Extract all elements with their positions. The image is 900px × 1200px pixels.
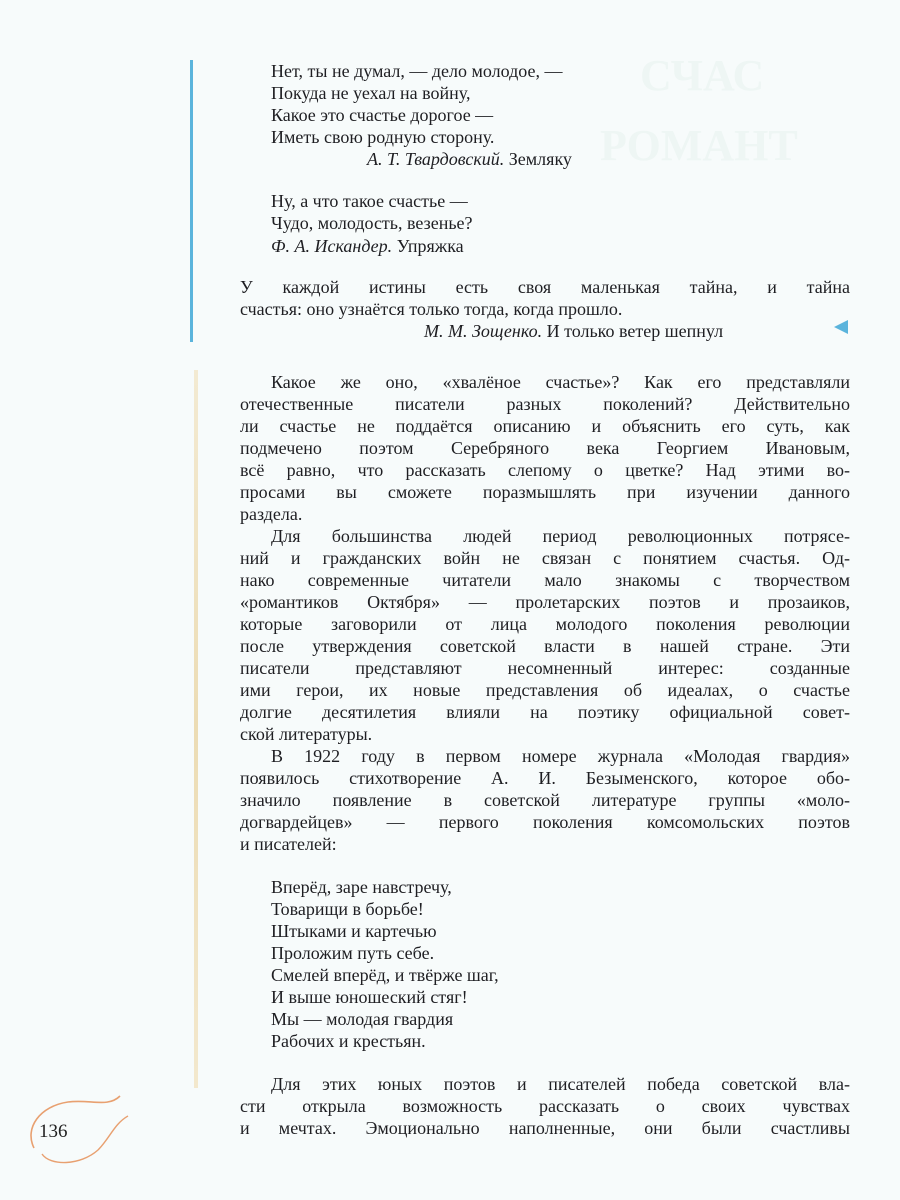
prose-line: подмечено поэтом Серебряного века Георгием Ивановым,: [240, 438, 850, 458]
prose-line: догвардейцев» — первого поколения комсомольских поэтов: [240, 812, 850, 832]
verse-line: Какое это счастье дорогое —: [271, 105, 494, 125]
prose-line: Какое же оно, «хвалёное счастье»? Как его представляли: [271, 372, 850, 392]
prose-line: писатели представляют несомненный интерес: созданные: [240, 658, 850, 678]
verse-line: Нет, ты не думал, — дело молодое, —: [271, 61, 563, 81]
prose-line: отечественные писатели разных поколений? Действительно: [240, 394, 850, 414]
epigraph-work: И только ветер шепнул: [546, 321, 724, 341]
page-number: 136: [39, 1121, 68, 1142]
verse-line: Мы — молодая гвардия: [271, 1009, 454, 1029]
prose-line: просами вы сможете поразмышлять при изучении данного: [240, 482, 850, 502]
verse-line: И выше юношеский стяг!: [271, 987, 468, 1007]
prose-line: нако современные читатели мало знакомы с творчеством: [240, 570, 850, 590]
prose-line: которые заговорили от лица молодого поколения революции: [240, 614, 850, 634]
verse-line: Покуда не уехал на войну,: [271, 83, 471, 103]
prose-line: и мечтах. Эмоционально наполненные, они были счастливы: [240, 1118, 850, 1138]
epigraph-attribution: [271, 235, 464, 257]
main-text-side-bar: [194, 370, 198, 1088]
verse-line: Иметь свою родную сторону.: [271, 127, 495, 147]
verse-line: Товарищи в борьбе!: [271, 899, 424, 919]
epigraph-author: А. Т. Твардовский.: [367, 149, 505, 169]
prose-line: появилось стихотворение А. И. Безыменского, которое обо-: [240, 768, 850, 788]
page-number-ornament-icon: [20, 1088, 130, 1168]
epigraph-author: Ф. А. Искандер.: [271, 236, 393, 256]
prose-line: «романтиков Октября» — пролетарских поэтов и прозаиков,: [240, 592, 850, 612]
prose-line: В 1922 году в первом номере журнала «Молодая гвардия»: [271, 746, 850, 766]
verse-line: Чудо, молодость, везенье?: [271, 213, 473, 233]
background-title-watermark: [560, 30, 860, 210]
prose-line: ской литературы.: [240, 724, 373, 744]
prose-line: ими герои, их новые представления об идеалах, о счастье: [240, 680, 850, 700]
triangle-marker-icon: [834, 320, 848, 334]
prose-line: после утверждения советской власти в нашей стране. Эти: [240, 636, 850, 656]
verse-line: Смелей вперёд, и твёрже шаг,: [271, 965, 499, 985]
prose-line: ли счастье не поддаётся описанию и объяснить его суть, как: [240, 416, 850, 436]
svg-text:РОМАНТ: РОМАНТ: [600, 121, 798, 170]
epigraph-attribution: [367, 148, 572, 170]
prose-line: всё равно, что рассказать слепому о цветке? Над этими во-: [240, 460, 850, 480]
prose-line: сти открыла возможность рассказать о своих чувствах: [240, 1096, 850, 1116]
epigraph-work: Упряжка: [396, 236, 464, 256]
prose-line: значило появление в советской литературе группы «моло-: [240, 790, 850, 810]
prose-line: счастья: оно узнаётся только тогда, когда прошло.: [240, 299, 623, 319]
epigraph-work: Земляку: [508, 149, 572, 169]
prose-line: раздела.: [240, 504, 303, 524]
epigraph-side-bar: [190, 60, 193, 342]
verse-line: Штыками и картечью: [271, 921, 437, 941]
prose-line: ний и гражданских войн не связан с понятием счастья. Од-: [240, 548, 850, 568]
prose-line: У каждой истины есть своя маленькая тайна, и тайна: [240, 277, 850, 297]
verse-line: Вперёд, заре навстречу,: [271, 877, 452, 897]
prose-line: Для большинства людей период революционных потрясе-: [271, 526, 850, 546]
verse-line: Рабочих и крестьян.: [271, 1031, 426, 1051]
prose-line: Для этих юных поэтов и писателей победа советской вла-: [271, 1074, 850, 1094]
svg-text:СЧАС: СЧАС: [640, 51, 765, 100]
verse-line: Проложим путь себе.: [271, 943, 435, 963]
verse-line: Ну, а что такое счастье —: [271, 191, 468, 211]
prose-line: долгие десятилетия влияли на поэтику официальной совет-: [240, 702, 850, 722]
epigraph-attribution: [424, 320, 723, 342]
epigraph-author: М. М. Зощенко.: [424, 321, 543, 341]
prose-line: и писателей:: [240, 834, 337, 854]
